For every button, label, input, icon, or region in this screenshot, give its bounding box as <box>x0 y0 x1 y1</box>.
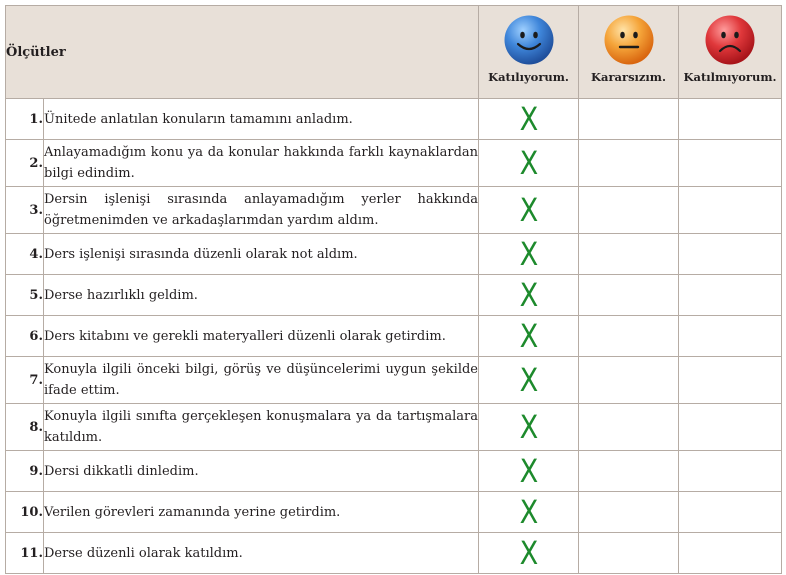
criterion-text: Anlayamadığım konu ya da konular hakkında farklı kaynaklardan bilgi edindim. <box>44 140 479 187</box>
disagree-column-header[interactable] <box>679 6 782 99</box>
table-row <box>6 99 782 140</box>
undecided-cell[interactable] <box>579 316 679 357</box>
happy-face-icon <box>503 14 555 66</box>
agree-cell[interactable] <box>479 99 579 140</box>
table-row <box>6 451 782 492</box>
check-mark: X <box>519 361 538 399</box>
agree-cell[interactable] <box>479 140 579 187</box>
row-number: 9. <box>6 451 44 492</box>
undecided-cell[interactable] <box>579 357 679 404</box>
criterion-text: Ders kitabını ve gerekli materyalleri düzenli olarak getirdim. <box>44 316 479 357</box>
neutral-face-icon <box>603 14 655 66</box>
undecided-cell[interactable] <box>579 404 679 451</box>
agree-cell[interactable] <box>479 492 579 533</box>
table-row <box>6 404 782 451</box>
agree-cell[interactable] <box>479 234 579 275</box>
criterion-text: Derse düzenli olarak katıldım. <box>44 533 479 574</box>
undecided-cell[interactable] <box>579 492 679 533</box>
agree-cell[interactable] <box>479 404 579 451</box>
row-number: 2. <box>6 140 44 187</box>
disagree-cell[interactable] <box>679 99 782 140</box>
undecided-cell[interactable] <box>579 187 679 234</box>
disagree-cell[interactable] <box>679 140 782 187</box>
disagree-cell[interactable] <box>679 275 782 316</box>
undecided-cell[interactable] <box>579 234 679 275</box>
disagree-cell[interactable] <box>679 187 782 234</box>
check-mark: X <box>519 493 538 531</box>
check-mark: X <box>519 408 538 446</box>
check-mark: X <box>519 191 538 229</box>
check-mark: X <box>519 276 538 314</box>
table-row <box>6 357 782 404</box>
undecided-cell[interactable] <box>579 275 679 316</box>
table-row <box>6 533 782 574</box>
table-row <box>6 140 782 187</box>
table-row <box>6 492 782 533</box>
sad-face-icon <box>704 14 756 66</box>
row-number: 6. <box>6 316 44 357</box>
undecided-cell[interactable] <box>579 451 679 492</box>
criterion-text: Dersin işlenişi sırasında anlayamadığım yerler hakkında öğretmenimden ve arkadaşlarımdan yardım aldım. <box>44 187 479 234</box>
criterion-text: Verilen görevleri zamanında yerine getirdim. <box>44 492 479 533</box>
disagree-cell[interactable] <box>679 451 782 492</box>
criterion-text: Derse hazırlıklı geldim. <box>44 275 479 316</box>
check-mark: X <box>519 144 538 182</box>
agree-cell[interactable] <box>479 357 579 404</box>
check-mark: X <box>519 452 538 490</box>
disagree-cell[interactable] <box>679 404 782 451</box>
table-row <box>6 234 782 275</box>
agree-cell[interactable] <box>479 187 579 234</box>
disagree-cell[interactable] <box>679 492 782 533</box>
check-mark: X <box>519 235 538 273</box>
table-header-row <box>6 6 782 99</box>
undecided-cell[interactable] <box>579 99 679 140</box>
row-number: 10. <box>6 492 44 533</box>
undecided-cell[interactable] <box>579 533 679 574</box>
agree-cell[interactable] <box>479 316 579 357</box>
undecided-column-header[interactable] <box>579 6 679 99</box>
row-number: 7. <box>6 357 44 404</box>
check-mark: X <box>519 317 538 355</box>
row-number: 5. <box>6 275 44 316</box>
table-row <box>6 187 782 234</box>
row-number: 4. <box>6 234 44 275</box>
disagree-cell[interactable] <box>679 316 782 357</box>
agree-cell[interactable] <box>479 275 579 316</box>
agree-label: Katılıyorum. <box>488 70 569 84</box>
row-number: 11. <box>6 533 44 574</box>
criterion-text: Ünitede anlatılan konuların tamamını anladım. <box>44 99 479 140</box>
disagree-cell[interactable] <box>679 533 782 574</box>
criterion-text: Ders işlenişi sırasında düzenli olarak not aldım. <box>44 234 479 275</box>
table-row <box>6 275 782 316</box>
check-mark: X <box>519 100 538 138</box>
criterion-text: Dersi dikkatli dinledim. <box>44 451 479 492</box>
disagree-cell[interactable] <box>679 357 782 404</box>
self-assessment-table <box>5 5 782 574</box>
undecided-cell[interactable] <box>579 140 679 187</box>
check-mark: X <box>519 534 538 572</box>
disagree-cell[interactable] <box>679 234 782 275</box>
agree-cell[interactable] <box>479 451 579 492</box>
row-number: 3. <box>6 187 44 234</box>
row-number: 1. <box>6 99 44 140</box>
row-number: 8. <box>6 404 44 451</box>
agree-cell[interactable] <box>479 533 579 574</box>
criterion-text: Konuyla ilgili önceki bilgi, görüş ve düşüncelerimi uygun şekilde ifade ettim. <box>44 357 479 404</box>
disagree-label: Katılmıyorum. <box>683 70 777 84</box>
agree-column-header[interactable] <box>479 6 579 99</box>
undecided-label: Kararsızım. <box>591 70 666 84</box>
criterion-text: Konuyla ilgili sınıfta gerçekleşen konuşmalara ya da tartışmalara katıldım. <box>44 404 479 451</box>
table-row <box>6 316 782 357</box>
criteria-header: Ölçütler <box>6 6 479 99</box>
